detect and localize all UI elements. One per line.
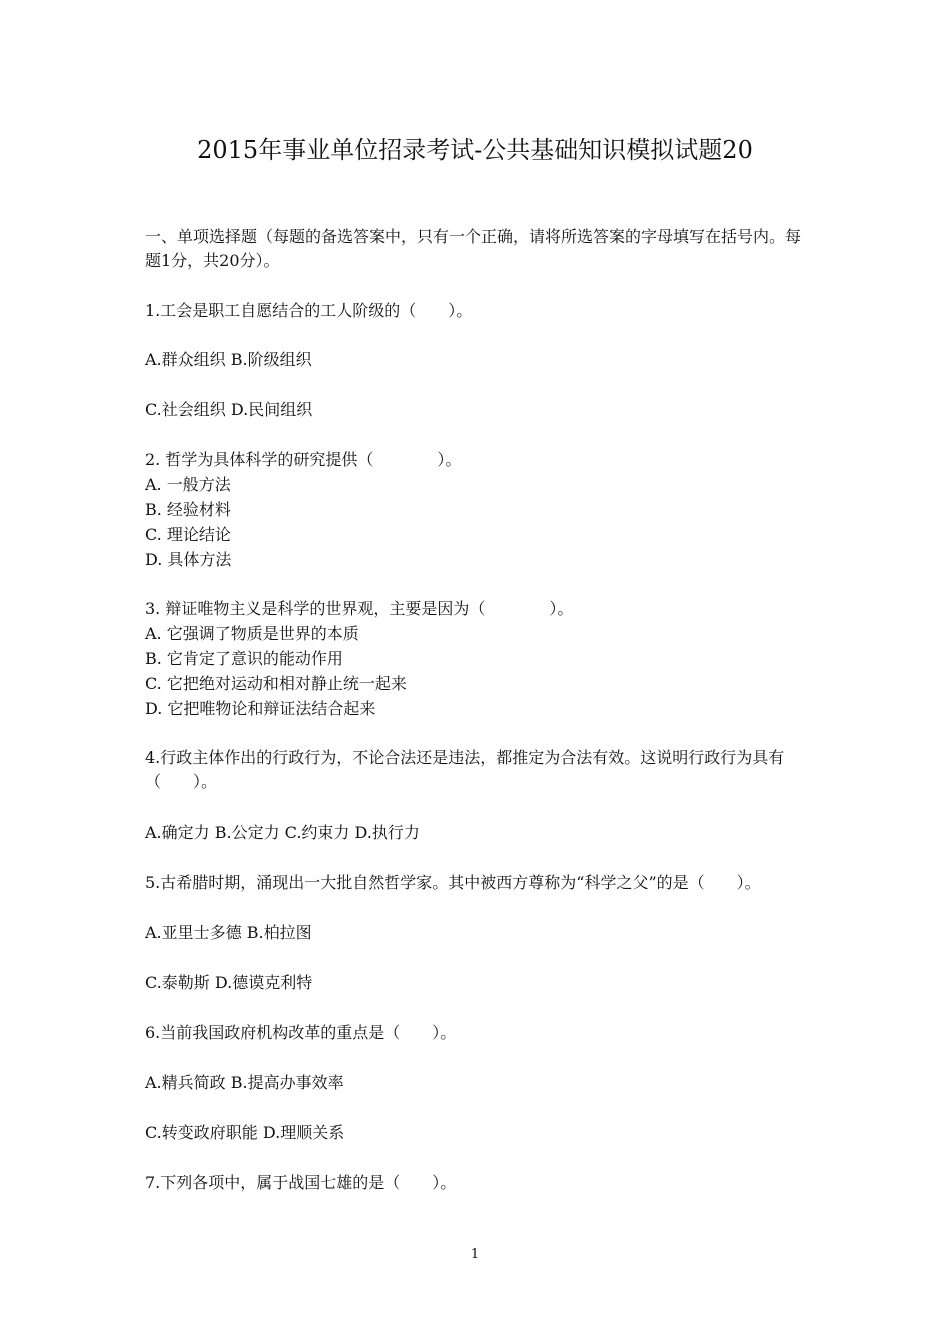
question-1-options-cd: C.社会组织 D.民间组织 [145,400,313,419]
question-7-stem: 7.下列各项中，属于战国七雄的是（ ）。 [145,1173,457,1192]
question-2-stem: 2. 哲学为具体科学的研究提供（ ）。 [145,450,462,469]
question-1-stem: 1.工会是职工自愿结合的工人阶级的（ ）。 [145,301,473,320]
question-2-option-c: C. 理论结论 [145,525,231,544]
question-3-stem: 3. 辩证唯物主义是科学的世界观，主要是因为（ ）。 [145,599,574,618]
question-3-option-d: D. 它把唯物论和辩证法结合起来 [145,699,376,718]
question-2-option-d: D. 具体方法 [145,550,232,569]
question-5-options-ab: A.亚里士多德 B.柏拉图 [145,923,312,942]
question-6-stem: 6.当前我国政府机构改革的重点是（ ）。 [145,1023,457,1042]
question-5-stem: 5.古希腊时期，涌现出一大批自然哲学家。其中被西方尊称为“科学之父”的是（ ）。 [145,873,761,892]
question-4-options: A.确定力 B.公定力 C.约束力 D.执行力 [145,823,420,842]
section-heading: 一、单项选择题（每题的备选答案中，只有一个正确，请将所选答案的字母填写在括号内。每题1分，共20分）。 [145,227,802,270]
document-title: 2015年事业单位招录考试-公共基础知识模拟试题20 [197,136,753,164]
question-4-stem: 4.行政主体作出的行政行为，不论合法还是违法，都推定为合法有效。这说明行政行为具有（ ）。 [145,748,785,791]
question-3-option-a: A. 它强调了物质是世界的本质 [145,624,359,643]
question-5-options-cd: C.泰勒斯 D.德谟克利特 [145,973,313,992]
question-3-option-c: C. 它把绝对运动和相对静止统一起来 [145,674,407,693]
question-2-option-b: B. 经验材料 [145,500,231,519]
question-1-options-ab: A.群众组织 B.阶级组织 [145,350,312,369]
question-6-options-ab: A.精兵简政 B.提高办事效率 [145,1073,344,1092]
question-6-options-cd: C.转变政府职能 D.理顺关系 [145,1123,345,1142]
question-2-option-a: A. 一般方法 [145,475,231,494]
page-number: 1 [470,1247,480,1262]
question-3-option-b: B. 它肯定了意识的能动作用 [145,649,343,668]
